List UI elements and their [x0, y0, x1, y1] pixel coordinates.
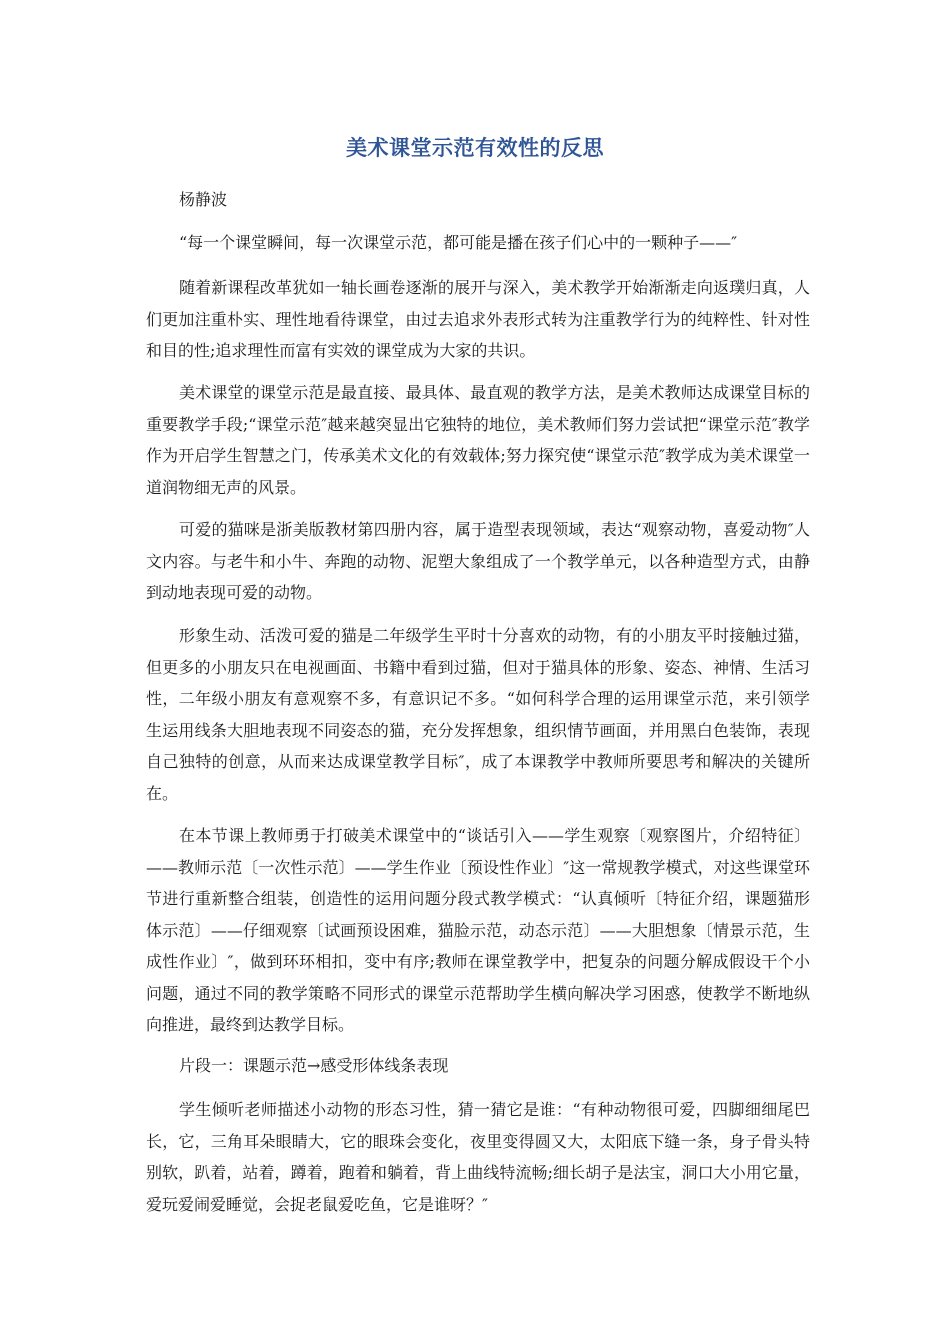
- paragraph-2: 美术课堂的课堂示范是最直接、最具体、最直观的教学方法，是美术教师达成课堂目标的重要教学手段;“课堂示范″越来越突显出它独特的地位，美术教师们努力尝试把“课堂示范″教学作为开启学生智慧之门，传承美术文化的有效载体;努力探究使“课堂示范″教学成为美术课堂一道润物细无声的风景。: [146, 383, 810, 497]
- paragraph-1: 随着新课程改革犹如一轴长画卷逐渐的展开与深入，美术教学开始渐渐走向返璞归真，人们更加注重朴实、理性地看待课堂，由过去追求外表形式转为注重教学行为的纯粹性、针对性和目的性;追求理性而富有实效的课堂成为大家的共识。: [146, 278, 810, 360]
- paragraph-5: 在本节课上教师勇于打破美术课堂中的“谈话引入——学生观察〔观察图片，介绍特征〕——教师示范〔一次性示范〕——学生作业〔预设性作业〕″这一常规教学模式，对这些课堂环节进行重新整合组装，创造性的运用问题分段式教学模式：“认真倾听〔特征介绍，课题猫形体示范〕——仔细观察〔试画预设困难，猫脸示范，动态示范〕——大胆想象〔情景示范，生成性作业〕″，做到环环相扣，变中有序;教师在课堂教学中，把复杂的问题分解成假设干个小问题，通过不同的教学策略不同形式的课堂示范帮助学生横向解决学习困惑，使教学不断地纵向推进，最终到达教学目标。: [146, 826, 810, 1034]
- author-name: 杨静波: [179, 190, 228, 209]
- paragraph-4: 形象生动、活泼可爱的猫是二年级学生平时十分喜欢的动物，有的小朋友平时接触过猫，但更多的小朋友只在电视画面、书籍中看到过猫，但对于猫具体的形象、姿态、神情、生活习性，二年级小朋友有意观察不多，有意识记不多。“如何科学合理的运用课堂示范，来引领学生运用线条大胆地表现不同姿态的猫，充分发挥想象，组织情节画面，并用黑白色装饰，表现自己独特的创意，从而来达成课堂教学目标″，成了本课教学中教师所要思考和解决的关键所在。: [146, 626, 810, 803]
- paragraph-6: 学生倾听老师描述小动物的形态习性，猜一猜它是谁：“有种动物很可爱，四脚细细尾巴长，它，三角耳朵眼睛大，它的眼珠会变化，夜里变得圆又大，太阳底下缝一条，身子骨头特别软，趴着，站着，蹲着，跑着和躺着，背上曲线特流畅;细长胡子是法宝，洞口大小用它量，爱玩爱闹爱睡觉，会捉老鼠爱吃鱼，它是谁呀？″: [146, 1100, 810, 1214]
- paragraph-epigraph: “每一个课堂瞬间，每一次课堂示范，都可能是播在孩子们心中的一颗种子——″: [179, 233, 738, 252]
- paragraph-3: 可爱的猫咪是浙美版教材第四册内容，属于造型表现领域，表达“观察动物，喜爱动物″人文内容。与老牛和小牛、奔跑的动物、泥塑大象组成了一个教学单元，以各种造型方式，由静到动地表现可爱的动物。: [146, 520, 810, 602]
- section-heading-fragment-1: 片段一：课题示范→感受形体线条表现: [179, 1056, 449, 1075]
- document-title: 美术课堂示范有效性的反思: [346, 136, 604, 160]
